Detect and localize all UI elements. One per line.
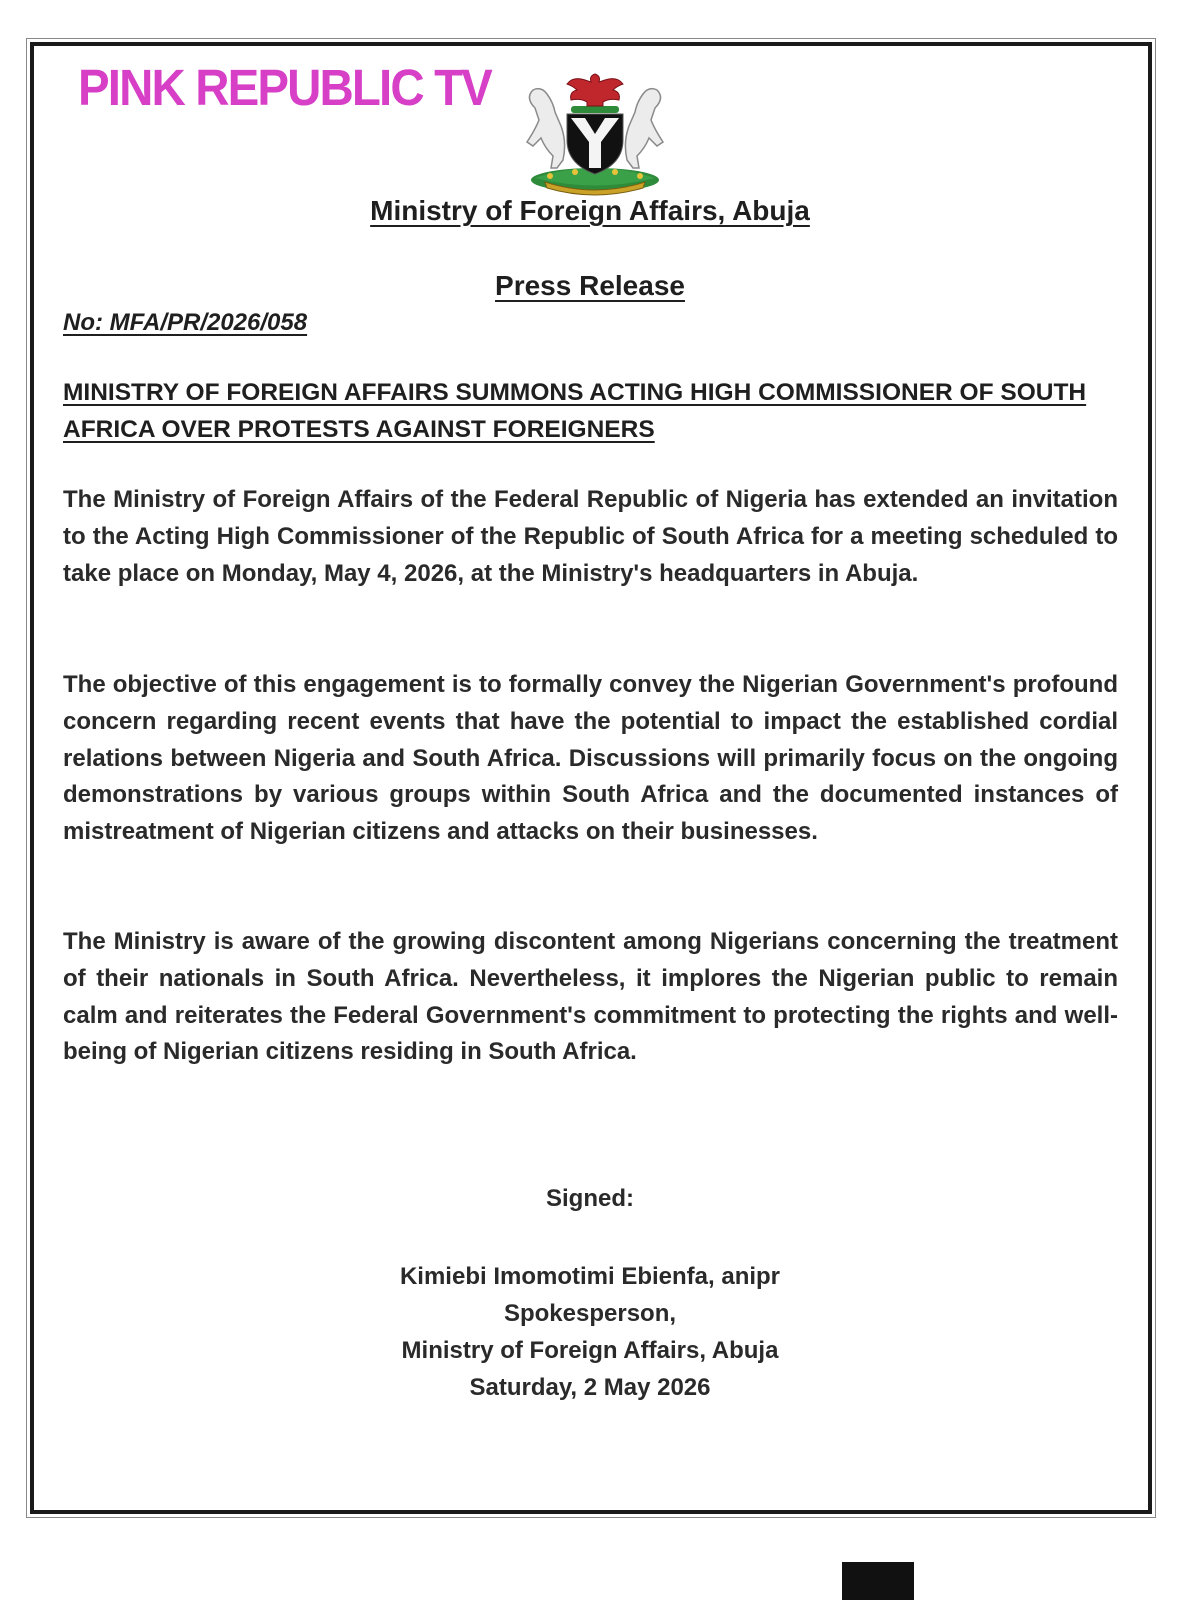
signatory-name: Kimiebi Imomotimi Ebienfa, anipr (399, 1263, 781, 1290)
release-date: Saturday, 2 May 2026 (469, 1374, 711, 1401)
body-paragraph-3: The Ministry is aware of the growing discontent among Nigerians concerning the treatment of their nationals in South Africa. Nevertheless, it implores the Nigerian public to remain calm and reiterates the Federal Government's commitment to protecting the rights and well-being of Nigerian citizens residing in South Africa. (63, 928, 1118, 1066)
signatory-office: Ministry of Foreign Affairs, Abuja (401, 1337, 779, 1364)
body-paragraph-2: The objective of this engagement is to formally convey the Nigerian Government's profound concern regarding recent events that have the potential to impact the established cordial relations between Nigeria and South Africa. Discussions will primarily focus on the ongoing demonstrations by various groups within South Africa and the documented instances of mistreatment of Nigerian citizens and attacks on their businesses. (63, 671, 1118, 846)
corner-block (842, 1562, 914, 1600)
watermark-text: PINK REPUBLIC TV (78, 59, 491, 116)
body-paragraph-1: The Ministry of Foreign Affairs of the Federal Republic of Nigeria has extended an invitation to the Acting High Commissioner of the Republic of South Africa for a meeting scheduled to take place on Monday, May 4, 2026, at the Ministry's headquarters in Abuja. (63, 486, 1118, 587)
signatory-role: Spokesperson, (503, 1300, 677, 1327)
ministry-title: Ministry of Foreign Affairs, Abuja (370, 195, 810, 226)
signature-block (0, 1258, 1180, 1406)
reference-number: No: MFA/PR/2026/058 (63, 309, 308, 336)
headline: MINISTRY OF FOREIGN AFFAIRS SUMMONS ACTING HIGH COMMISSIONER OF SOUTH AFRICA OVER PROTESTS AGAINST FOREIGNERS (63, 379, 1087, 443)
press-release-heading: Press Release (495, 270, 685, 301)
nigeria-coat-of-arms-icon (505, 68, 685, 198)
signed-label: Signed: (546, 1185, 634, 1212)
